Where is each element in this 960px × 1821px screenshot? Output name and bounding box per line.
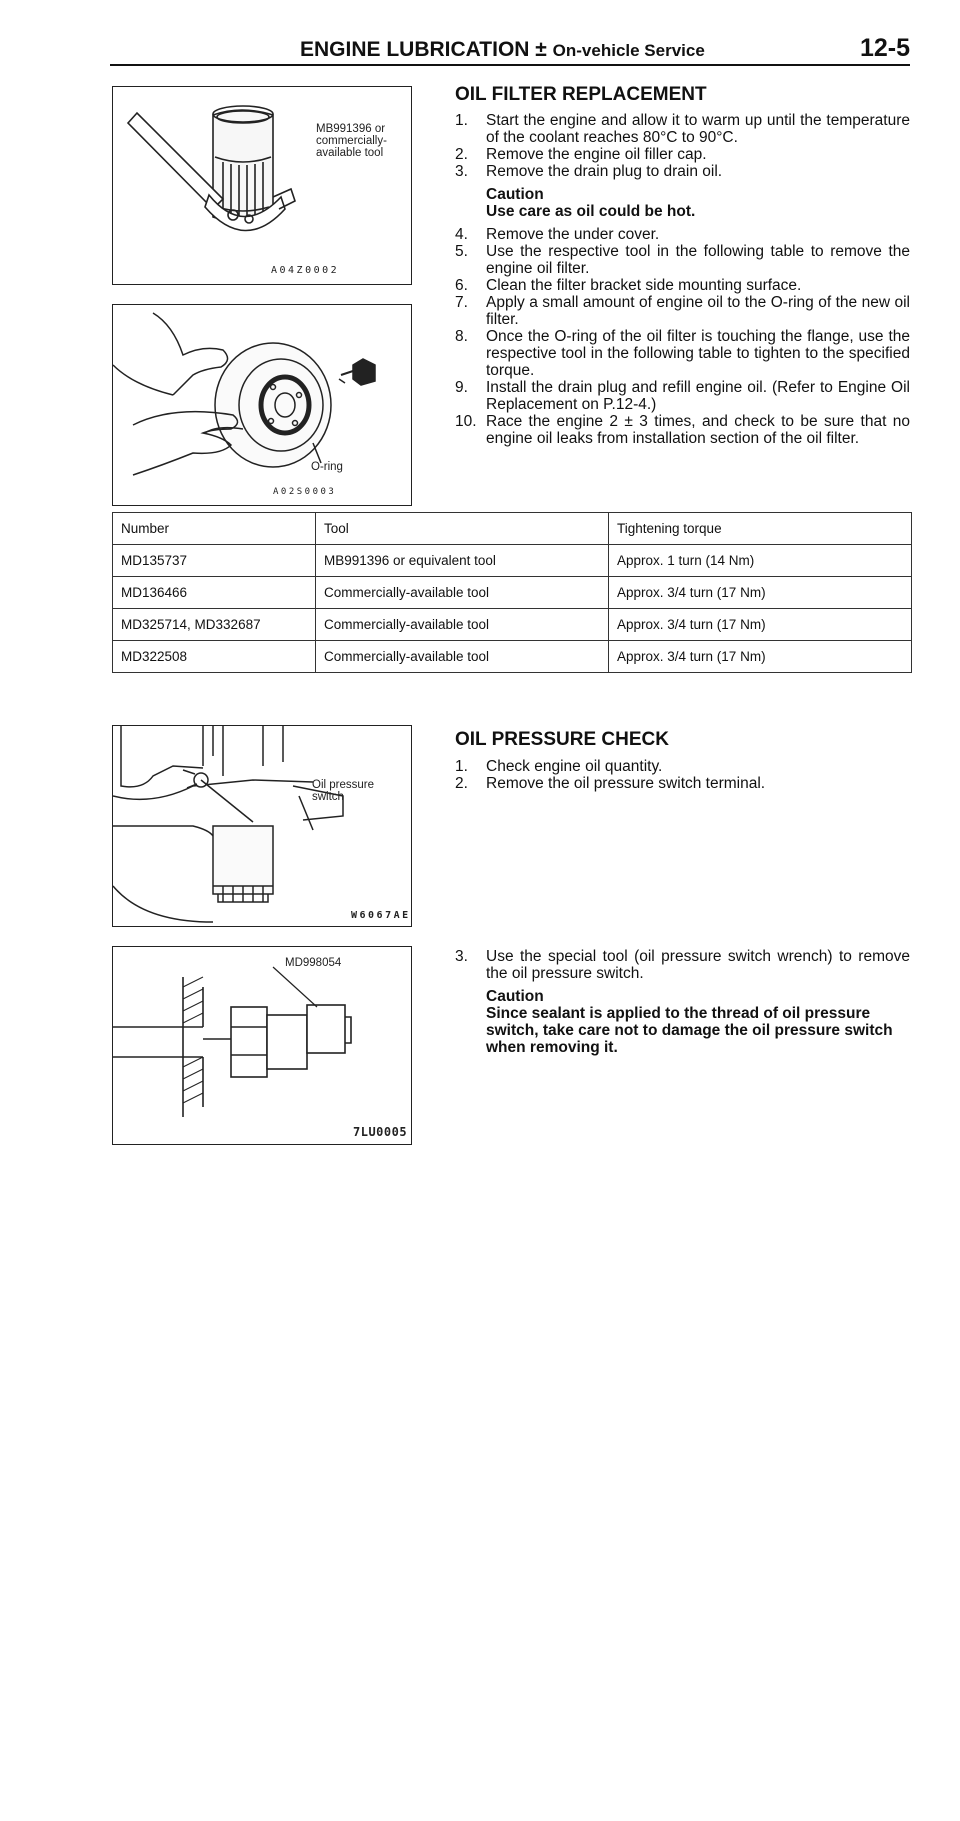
figure-label-tool: MB991396 or commercially-available tool — [316, 123, 387, 159]
table-header-row — [113, 513, 912, 545]
table-row — [113, 545, 912, 577]
oil-pressure-steps-b — [455, 948, 910, 1062]
table-cell: Commercially-available tool — [316, 641, 609, 673]
step-number: 7. — [455, 294, 468, 311]
table-cell: Approx. 3/4 turn (17 Nm) — [609, 609, 912, 641]
wrench-socket-illustration — [113, 947, 411, 1144]
figure-code: A04Z0002 — [271, 265, 340, 276]
step-text: Install the drain plug and refill engine oil. (Refer to Engine Oil Replacement on P.12-4.) — [486, 379, 910, 413]
step-number: 3. — [455, 948, 468, 965]
step-item — [455, 758, 910, 775]
step-list-a — [455, 112, 910, 180]
table-cell: MB991396 or equivalent tool — [316, 545, 609, 577]
step-item — [455, 328, 910, 379]
table-header-tool: Tool — [316, 513, 609, 545]
step-item — [455, 277, 910, 294]
caution-heading: Caution — [486, 988, 544, 1005]
caution-text: Use care as oil could be hot. — [486, 203, 696, 220]
table-cell: Commercially-available tool — [316, 609, 609, 641]
table-cell: Approx. 1 turn (14 Nm) — [609, 545, 912, 577]
step-list-a — [455, 758, 910, 792]
step-text: Remove the under cover. — [486, 226, 660, 243]
table-row — [113, 577, 912, 609]
step-text: Remove the engine oil filler cap. — [486, 146, 707, 163]
section-title-oil-filter: OIL FILTER REPLACEMENT — [455, 84, 707, 105]
figure-code: 7LU0005 — [353, 1125, 408, 1139]
wrench-illustration — [113, 87, 411, 284]
table-cell: Commercially-available tool — [316, 577, 609, 609]
table-body — [113, 545, 912, 673]
caution-hot-oil — [455, 186, 910, 220]
step-text: Remove the drain plug to drain oil. — [486, 163, 723, 180]
table-cell: Approx. 3/4 turn (17 Nm) — [609, 641, 912, 673]
step-text: Clean the filter bracket side mounting surface. — [486, 277, 802, 294]
table-row — [113, 609, 912, 641]
section-title-oil-pressure: OIL PRESSURE CHECK — [455, 729, 669, 750]
step-number: 10. — [455, 413, 477, 430]
step-number: 3. — [455, 163, 468, 180]
header-subtitle: On-vehicle Service — [552, 41, 705, 60]
tools-table — [112, 512, 912, 673]
step-list-b — [455, 226, 910, 447]
step-item — [455, 146, 910, 163]
figure-o-ring — [112, 304, 412, 506]
table-cell: Approx. 3/4 turn (17 Nm) — [609, 577, 912, 609]
page-header — [110, 30, 910, 64]
step-item — [455, 294, 910, 328]
step-item — [455, 163, 910, 180]
step-item — [455, 112, 910, 146]
step-text: Use the special tool (oil pressure switch wrench) to remove the oil pressure switch. — [486, 948, 910, 982]
step-item — [455, 243, 910, 277]
step-text: Remove the oil pressure switch terminal. — [486, 775, 766, 792]
step-number: 9. — [455, 379, 468, 396]
step-item — [455, 226, 910, 243]
table-header-torque: Tightening torque — [609, 513, 912, 545]
figure-code: A02S0003 — [273, 487, 337, 497]
figure-label-md998054: MD998054 — [285, 957, 342, 969]
table-header-number: Number — [113, 513, 316, 545]
step-item — [455, 775, 910, 792]
header-title: ENGINE LUBRICATION ± On-vehicle Service — [300, 38, 705, 61]
step-text: Race the engine 2 ± 3 times, and check to be sure that no engine oil leaks from installation section of the oil filter. — [486, 413, 910, 447]
figure-label-switch: Oil pressure switch — [312, 779, 374, 803]
step-text: Start the engine and allow it to warm up until the temperature of the coolant reaches 80°C to 90°C. — [486, 112, 910, 146]
step-number: 6. — [455, 277, 468, 294]
figure-oil-pressure-switch — [112, 725, 412, 927]
step-number: 2. — [455, 775, 468, 792]
step-item — [455, 948, 910, 982]
caution-heading: Caution — [486, 186, 544, 203]
figure-md998054 — [112, 946, 412, 1145]
step-number: 1. — [455, 112, 468, 129]
figure-code: W6067AE — [351, 910, 411, 921]
step-list-b — [455, 948, 910, 982]
table-cell: MD322508 — [113, 641, 316, 673]
step-text: Apply a small amount of engine oil to the O-ring of the new oil filter. — [486, 294, 910, 328]
step-item — [455, 379, 910, 413]
table-cell: MD135737 — [113, 545, 316, 577]
oil-pressure-steps-a — [455, 758, 910, 792]
caution-sealant — [455, 988, 910, 1056]
oil-pressure-switch-illustration — [113, 726, 411, 926]
step-number: 2. — [455, 146, 468, 163]
step-text: Once the O-ring of the oil filter is touching the flange, use the respective tool in the following table to tighten to the specified torque. — [486, 328, 910, 379]
page-number: 12-5 — [859, 34, 910, 62]
table-cell: MD325714, MD332687 — [113, 609, 316, 641]
step-text: Check engine oil quantity. — [486, 758, 663, 775]
figure-label-o-ring: O-ring — [311, 461, 343, 473]
oil-filter-steps — [455, 112, 910, 447]
figure-oil-filter-wrench — [112, 86, 412, 285]
step-number: 1. — [455, 758, 468, 775]
step-text: Use the respective tool in the following table to remove the engine oil filter. — [486, 243, 910, 277]
step-number: 5. — [455, 243, 468, 260]
step-number: 4. — [455, 226, 468, 243]
header-rule — [110, 64, 910, 66]
caution-text: Since sealant is applied to the thread of oil pressure switch, take care not to damage the oil pressure switch when removing it. — [486, 1005, 893, 1056]
step-item — [455, 413, 910, 447]
table-cell: MD136466 — [113, 577, 316, 609]
o-ring-illustration — [113, 305, 411, 505]
table-row — [113, 641, 912, 673]
step-number: 8. — [455, 328, 468, 345]
